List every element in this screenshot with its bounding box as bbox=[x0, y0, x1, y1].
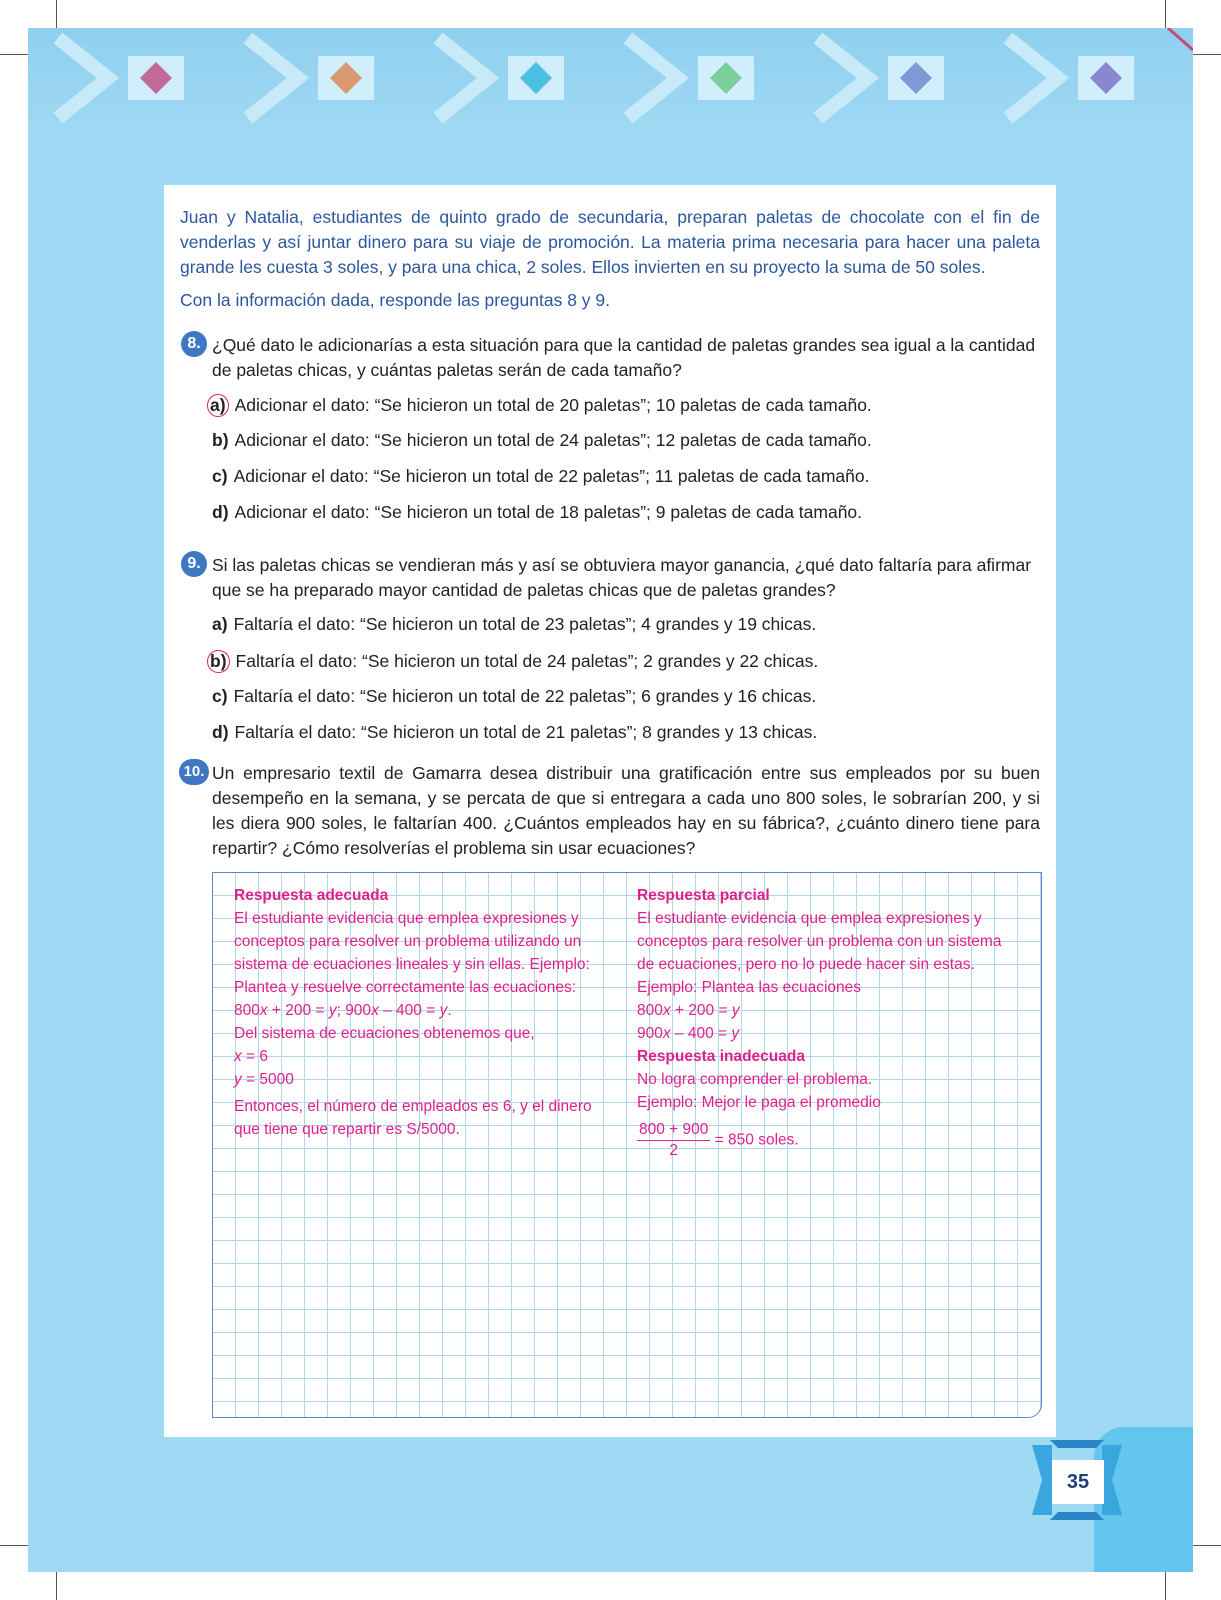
solution-y: y = 5000 bbox=[234, 1071, 294, 1088]
equation-line: 800x + 200 = y bbox=[637, 1002, 740, 1019]
answer-parcial bbox=[637, 884, 1032, 1161]
crop-mark bbox=[0, 1545, 28, 1546]
q9-option-d[interactable] bbox=[212, 722, 817, 743]
fraction: $\frac{800 + 900}{2}$ bbox=[639, 1121, 709, 1159]
answer-line: sistema de ecuaciones lineales y sin ellas. Ejemplo: bbox=[234, 956, 590, 973]
option-text: Adicionar el dato: “Se hicieron un total de 18 paletas”; 9 paletas de cada tamaño. bbox=[234, 502, 863, 522]
answer-adecuada bbox=[234, 884, 619, 1141]
answer-line: Ejemplo: Plantea las ecuaciones bbox=[637, 979, 862, 996]
option-text: Adicionar el dato: “Se hicieron un total de 20 paletas”; 10 paletas de cada tamaño. bbox=[234, 395, 872, 415]
q8-option-a[interactable] bbox=[212, 394, 872, 417]
answer-line: Plantea y resuelve correctamente las ecuaciones: bbox=[234, 979, 577, 996]
crop-mark bbox=[1193, 54, 1221, 55]
question-10-text: Un empresario textil de Gamarra desea distribuir una gratificación entre sus empleados por su buen desempeño en la semana, y se percata de que si entregara a cada uno 800 soles, le sobrarían 200, y si les diera 900 soles, le faltarían 400. ¿Cuántos empleados hay en su fábrica?, ¿cuánto dinero tiene para repartir? ¿Cómo resolverías el problema sin usar ecuaciones? bbox=[212, 763, 1040, 858]
answer-line: conceptos para resolver un problema utilizando un bbox=[234, 933, 582, 950]
crop-mark bbox=[1193, 1545, 1221, 1546]
answer-adecuada-title: Respuesta adecuada bbox=[234, 887, 389, 904]
solution-x: x = 6 bbox=[234, 1048, 269, 1065]
crop-mark bbox=[56, 0, 57, 28]
answer-line: que tiene que repartir es S/5000. bbox=[234, 1121, 460, 1138]
equation-line: 800x + 200 = y; 900x – 400 = y. bbox=[234, 1002, 452, 1019]
option-text: Faltaría el dato: “Se hicieron un total de 24 paletas”; 2 grandes y 22 chicas. bbox=[235, 651, 819, 671]
option-letter: d) bbox=[212, 722, 229, 742]
q8-option-c[interactable] bbox=[212, 466, 869, 487]
option-letter: d) bbox=[212, 502, 229, 522]
option-text: Faltaría el dato: “Se hicieron un total de 21 paletas”; 8 grandes y 13 chicas. bbox=[234, 722, 818, 742]
q9-option-c[interactable] bbox=[212, 686, 816, 707]
option-letter: a) bbox=[212, 614, 228, 634]
option-text: Faltaría el dato: “Se hicieron un total de 22 paletas”; 6 grandes y 16 chicas. bbox=[233, 686, 817, 706]
equation-line: 900x – 400 = y bbox=[637, 1025, 740, 1042]
option-text: Adicionar el dato: “Se hicieron un total de 24 paletas”; 12 paletas de cada tamaño. bbox=[234, 430, 872, 450]
intro-instruction: Con la información dada, responde las preguntas 8 y 9. bbox=[180, 290, 610, 310]
answer-parcial-title: Respuesta parcial bbox=[637, 887, 770, 904]
answer-line: No logra comprender el problema. bbox=[637, 1071, 873, 1088]
option-text: Adicionar el dato: “Se hicieron un total de 22 paletas”; 11 paletas de cada tamaño. bbox=[233, 466, 870, 486]
q8-option-b[interactable] bbox=[212, 430, 872, 451]
question-number-10: 10. bbox=[179, 759, 209, 785]
question-number-8: 8. bbox=[181, 331, 207, 357]
q9-option-b[interactable] bbox=[212, 650, 818, 673]
page-number: 35 bbox=[1052, 1460, 1104, 1504]
answer-line: El estudiante evidencia que emplea expresiones y bbox=[637, 910, 982, 927]
chevron-pattern-icon bbox=[28, 28, 1193, 138]
answer-line: de ecuaciones, pero no lo puede hacer sin estas. bbox=[637, 956, 975, 973]
answer-line: Ejemplo: Mejor le paga el promedio bbox=[637, 1094, 881, 1111]
option-letter-selected: a) bbox=[207, 394, 229, 417]
q9-option-a[interactable] bbox=[212, 614, 816, 635]
q8-option-d[interactable] bbox=[212, 502, 862, 523]
option-letter-selected: b) bbox=[207, 650, 230, 673]
answer-inadecuada-title: Respuesta inadecuada bbox=[637, 1048, 805, 1065]
fraction-line: $\frac{800 + 900}{2}$ = 850 soles. bbox=[639, 1121, 799, 1159]
decorative-header-band bbox=[28, 28, 1193, 138]
crop-mark bbox=[1165, 0, 1166, 28]
answer-line: Del sistema de ecuaciones obtenemos que, bbox=[234, 1025, 535, 1042]
option-letter: c) bbox=[212, 686, 228, 706]
option-letter: c) bbox=[212, 466, 228, 486]
crop-mark bbox=[0, 54, 28, 55]
question-number-9: 9. bbox=[181, 551, 207, 577]
answer-line: conceptos para resolver un problema con un sistema bbox=[637, 933, 1002, 950]
option-letter: b) bbox=[212, 430, 229, 450]
answer-line: Entonces, el número de empleados es 6, y el dinero bbox=[234, 1098, 592, 1115]
crop-mark bbox=[56, 1572, 57, 1600]
answer-line: El estudiante evidencia que emplea expresiones y bbox=[234, 910, 579, 927]
intro-paragraph: Juan y Natalia, estudiantes de quinto grado de secundaria, preparan paletas de chocolate con el fin de venderlas y así juntar dinero para su viaje de promoción. La materia prima necesaria para hacer una paleta grande les cuesta 3 soles, y para una chica, 2 soles. Ellos invierten en su proyecto la suma de 50 soles. bbox=[180, 207, 1040, 277]
option-text: Faltaría el dato: “Se hicieron un total de 23 paletas”; 4 grandes y 19 chicas. bbox=[233, 614, 817, 634]
question-8-text: ¿Qué dato le adicionarías a esta situación para que la cantidad de paletas grandes sea igual a la cantidad de paletas chicas, y cuántas paletas serán de cada tamaño? bbox=[212, 335, 1036, 380]
crop-mark bbox=[1165, 1572, 1166, 1600]
question-9-text: Si las paletas chicas se vendieran más y así se obtuviera mayor ganancia, ¿qué dato faltaría para afirmar que se ha preparado mayor cantidad de paletas chicas que de paletas grandes? bbox=[212, 555, 1032, 600]
